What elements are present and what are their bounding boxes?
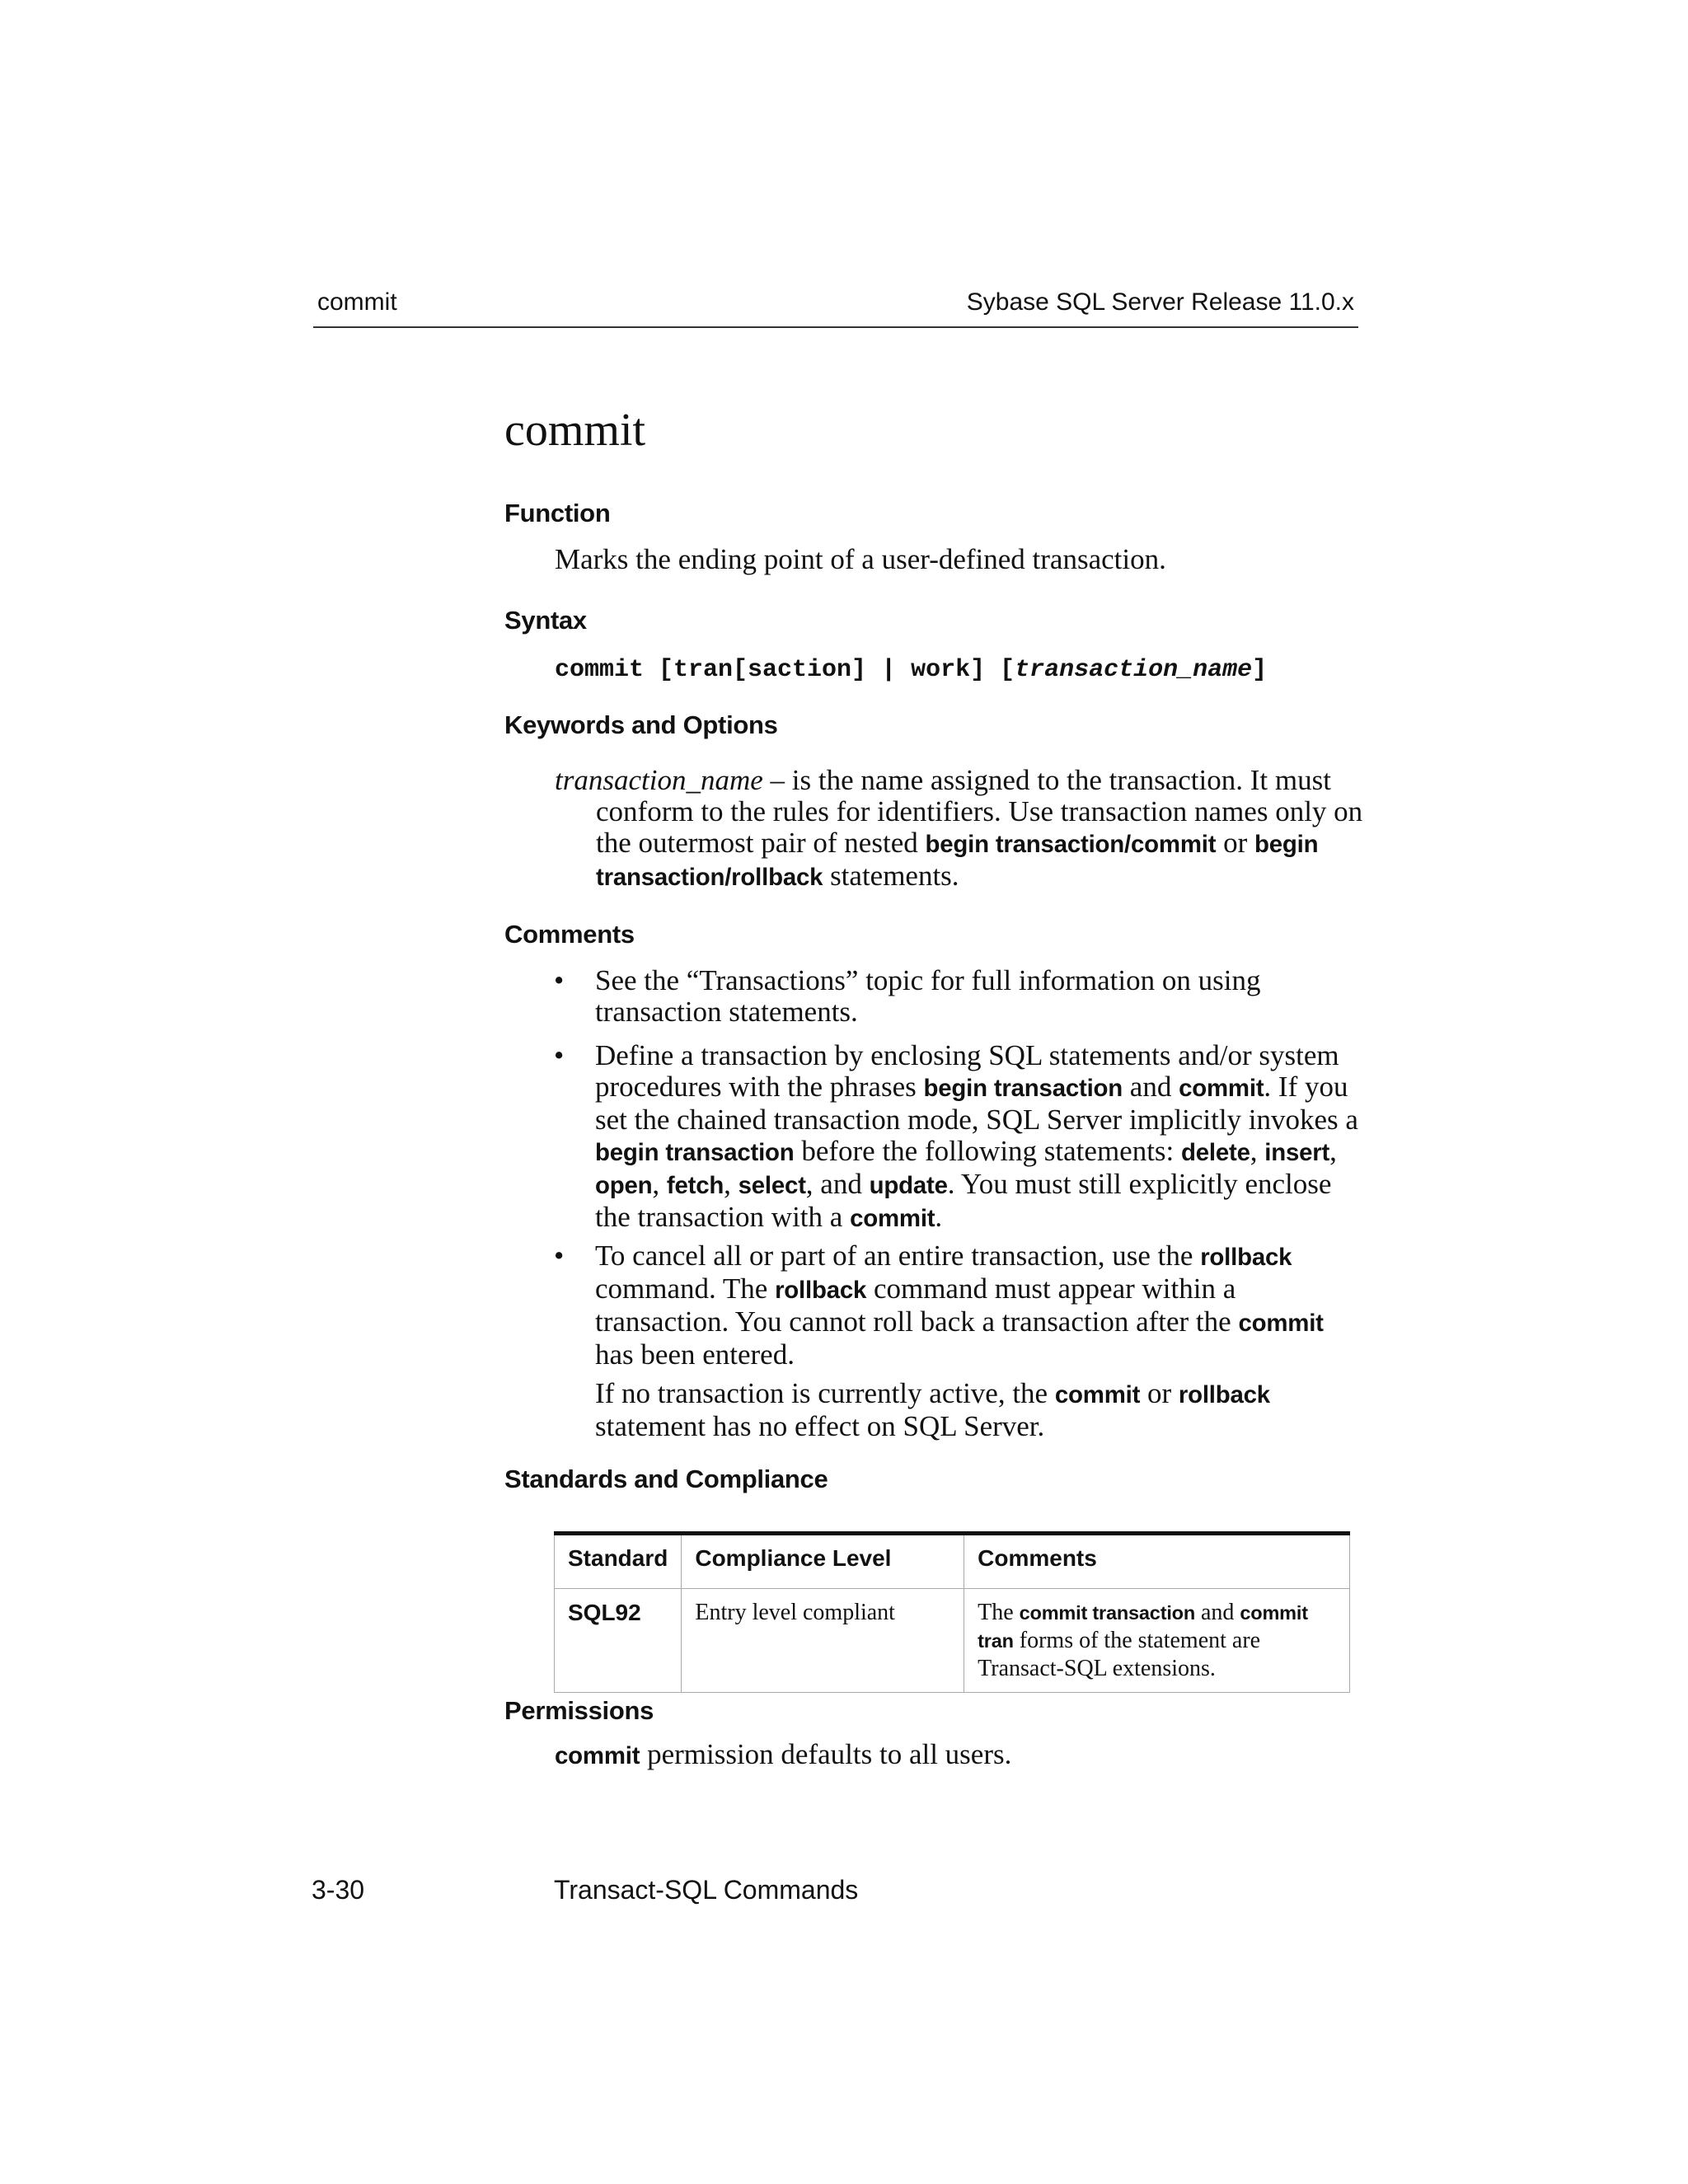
keyword-run: commit [1179,1075,1264,1102]
keyword-term: transaction_name [555,764,763,796]
comment-paragraph-4 [595,1378,1362,1442]
keyword-run: rollback [1200,1244,1292,1271]
text-run: If no transaction is currently active, the [595,1377,1055,1409]
text-run: , [652,1168,667,1200]
cell-comments [964,1589,1350,1693]
text-run: and [1194,1600,1240,1625]
comment-bullet-1 [554,964,1362,1028]
text-run: The [978,1600,1020,1625]
table-row [555,1589,1350,1693]
text-run: permission defaults to all users. [640,1738,1012,1770]
table-header-row [555,1534,1350,1589]
syntax-code-prefix: commit [tran[saction] | work] [ [555,656,1015,684]
column-header-standard: Standard [555,1534,682,1589]
compliance-table [554,1531,1350,1693]
bullet-icon: • [554,1039,565,1071]
keyword-run: commit [1238,1310,1324,1337]
text-run: statement has no effect on SQL Server. [595,1410,1045,1442]
permissions-heading: Permissions [504,1696,654,1725]
text-run: . [935,1201,943,1233]
keyword-run: select [738,1172,806,1199]
header-left: commit [317,288,397,316]
standards-heading: Standards and Compliance [504,1465,828,1493]
keyword-run: commit [555,1742,640,1769]
text-run: or [1140,1377,1179,1409]
keyword-item-transaction-name [555,765,1395,893]
keyword-run: commit [1054,1381,1141,1408]
footer-page-number: 3-30 [312,1875,365,1905]
permissions-text [555,1739,1011,1772]
text-run: . You must still explicitly enclose the transaction with a [595,1168,1332,1233]
keyword-run: rollback [775,1277,867,1304]
keyword-text-1: – is the name assigned to the transaction. It must conform to the rules for identifiers. Use transaction names only on the outermost pair of nested [596,764,1363,859]
comment-bullet-2 [554,1039,1362,1235]
keyword-text-3: statements. [823,860,959,892]
keyword-run: begin transaction [595,1139,795,1166]
keyword-run: commit [850,1205,935,1232]
keyword-run: commit transaction [1019,1602,1195,1624]
text-run: command. The [595,1272,776,1305]
keyword-run: rollback [1178,1381,1270,1408]
syntax-code [555,656,1267,684]
text-run: command must appear within a transaction. You cannot roll back a transaction after the [595,1272,1239,1338]
comments-heading: Comments [504,920,635,949]
syntax-code-suffix: ] [1252,656,1268,684]
text-run: . If you set the chained transaction mode, SQL Server implicitly invokes a [595,1071,1358,1136]
text-run: has been entered. [595,1338,795,1371]
keyword-run: commit tran [978,1602,1308,1652]
cell-standard: SQL92 [555,1589,682,1693]
text-run: , [1329,1135,1337,1167]
text-run: and [1123,1071,1179,1103]
footer-section: Transact-SQL Commands [554,1875,859,1905]
function-text: Marks the ending point of a user-defined transaction. [555,543,1166,575]
keyword-text-2: or [1216,827,1254,859]
page-title: commit [504,405,646,456]
column-header-compliance-level: Compliance Level [682,1534,964,1589]
keyword-code-1: begin transaction/commit [925,831,1217,858]
function-heading: Function [504,499,611,527]
cell-compliance-level: Entry level compliant [682,1589,964,1693]
keywords-heading: Keywords and Options [504,710,778,739]
keyword-run: begin transaction [923,1075,1123,1102]
keyword-run: open [595,1172,653,1199]
keyword-run: fetch [666,1172,724,1199]
keyword-run: insert [1264,1139,1330,1166]
keyword-code-2: begin transaction/rollback [596,831,1319,891]
column-header-comments: Comments [964,1534,1350,1589]
running-header [313,288,1358,328]
keyword-run: update [869,1172,948,1199]
text-run: , [1250,1135,1265,1167]
text-run: To cancel all or part of an entire transaction, use the [595,1240,1201,1272]
text-run: before the following statements: [794,1135,1182,1167]
keyword-run: delete [1181,1139,1250,1166]
comment-1-text: See the “Transactions” topic for full information on using transaction statements. [595,964,1261,1028]
bullet-icon: • [554,1240,565,1272]
bullet-icon: • [554,964,565,996]
comment-2-text [595,1039,1358,1233]
syntax-heading: Syntax [504,606,587,635]
text-run: Define a transaction by enclosing SQL statements and/or system procedures with the phrases [595,1039,1339,1103]
comment-3-text [595,1240,1324,1371]
syntax-code-arg: transaction_name [1015,656,1253,684]
header-right: Sybase SQL Server Release 11.0.x [966,288,1354,316]
text-run: , [724,1168,738,1200]
comment-bullet-3 [554,1240,1362,1371]
text-run: forms of the statement are Transact-SQL extensions. [978,1628,1261,1681]
text-run: , and [805,1168,870,1200]
